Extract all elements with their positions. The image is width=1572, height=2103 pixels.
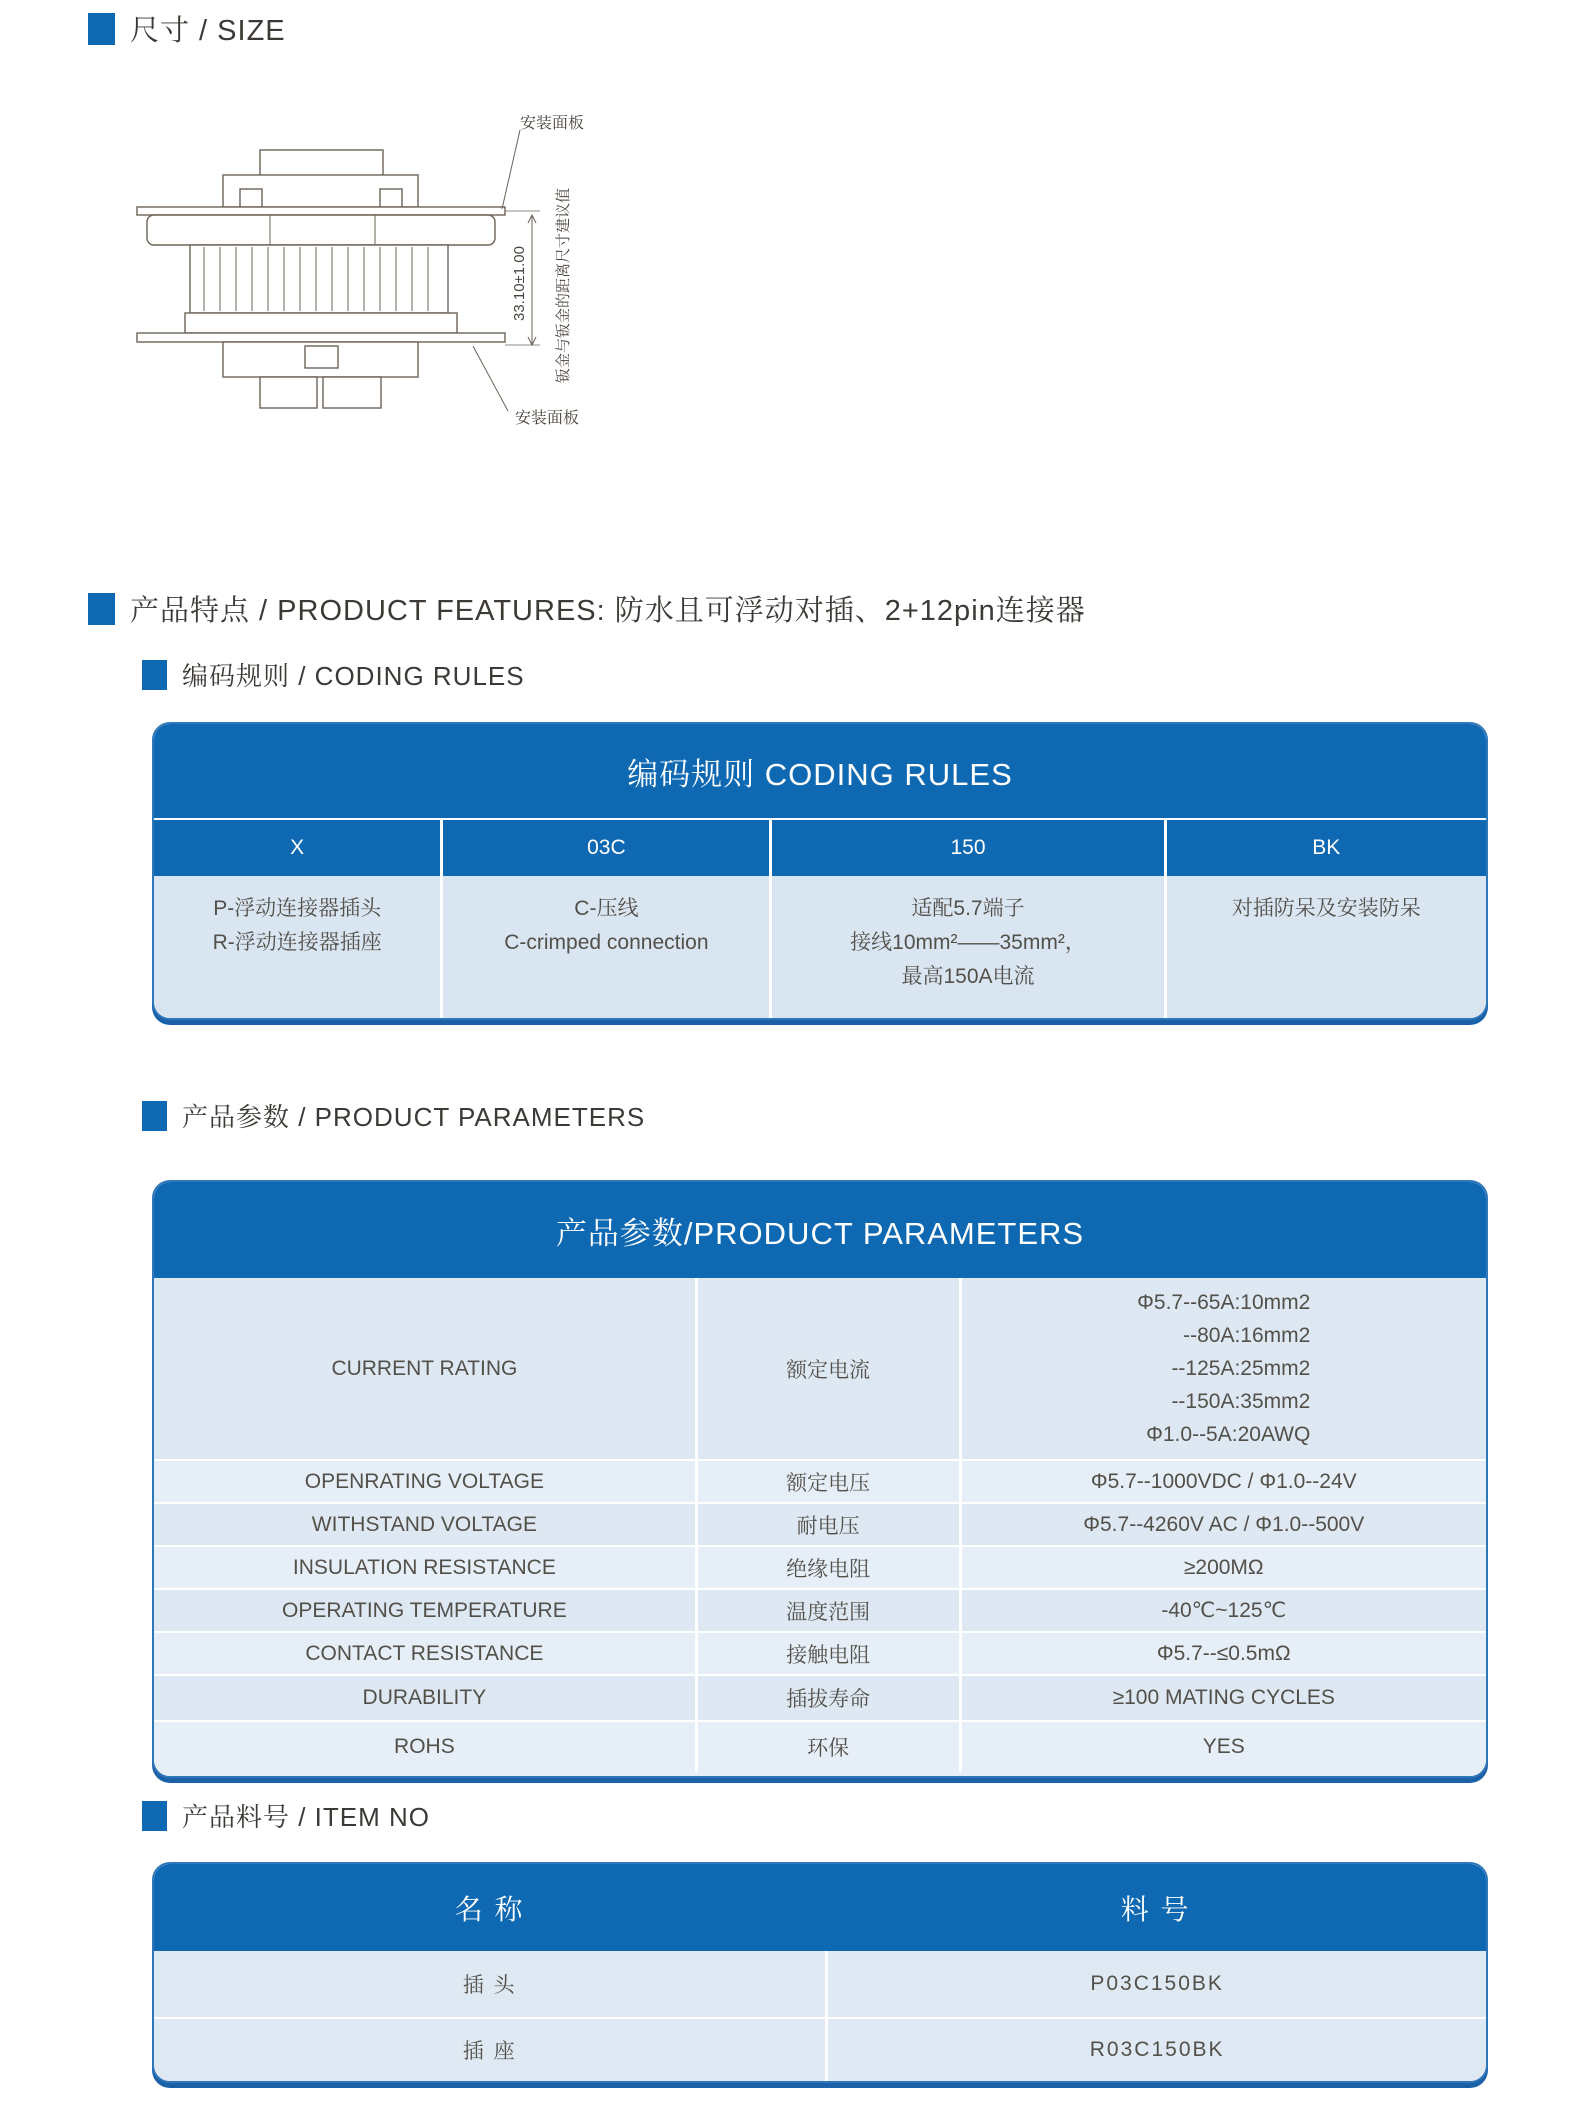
coding-cell-line: C-压线 <box>574 897 639 920</box>
parameter-value <box>959 1278 1486 1459</box>
coding-col-header: BK <box>1164 820 1486 876</box>
section-bullet-icon <box>142 1101 167 1131</box>
parameter-name-en: OPENRATING VOLTAGE <box>304 1469 544 1493</box>
coding-col-header: 03C <box>440 820 769 876</box>
parameter-name-en: ROHS <box>394 1735 455 1758</box>
coding-cell-line: R-浮动连接器插座 <box>212 931 382 954</box>
parameter-row <box>154 1588 1486 1631</box>
parameter-value: Φ5.7--1000VDC / Φ1.0--24V <box>959 1461 1486 1502</box>
section-title-size: 尺寸 / SIZE <box>130 15 286 47</box>
coding-table-header-row <box>154 818 1486 876</box>
coding-cell <box>154 876 440 1018</box>
coding-cell-line: 接线10mm²——35mm²， <box>850 931 1086 954</box>
coding-cell-line: 对插防呆及安装防呆 <box>1231 897 1421 920</box>
coding-cell-line: 最高150A电流 <box>901 965 1035 988</box>
item-name: 插 头 <box>462 1974 517 1997</box>
coding-col-header: 150 <box>769 820 1163 876</box>
parameter-value: -40℃~125℃ <box>959 1590 1486 1631</box>
parameter-name-en: CURRENT RATING <box>331 1356 518 1380</box>
section-heading-item-no <box>142 1797 430 1834</box>
parameter-name-zh: 额定电流 <box>695 1278 959 1459</box>
drawing-label-top-panel: 安装面板 <box>520 115 585 132</box>
drawing-dimension: 33.10±1.00 <box>511 246 528 321</box>
section-heading-parameters <box>142 1097 645 1134</box>
item-part-no: R03C150BK <box>825 2019 1486 2081</box>
parameter-name-zh: 温度范围 <box>695 1590 959 1631</box>
coding-col-header: X <box>290 836 305 859</box>
coding-cell-line: P-浮动连接器插头 <box>213 897 382 920</box>
parameter-name-en: DURABILITY <box>362 1686 487 1709</box>
item-col-header-part-no: 料 号 <box>1120 1893 1191 1925</box>
section-heading-coding <box>142 656 525 693</box>
coding-cell <box>1164 876 1486 1018</box>
section-bullet-icon <box>142 1801 167 1831</box>
parameter-row <box>154 1459 1486 1502</box>
parameter-name-zh: 插拔寿命 <box>695 1676 959 1720</box>
coding-table-title: 编码规则 CODING RULES <box>154 724 1486 818</box>
section-bullet-icon <box>88 593 115 625</box>
coding-cell <box>769 876 1163 1018</box>
parameter-name-zh: 接触电阻 <box>695 1633 959 1674</box>
section-title-parameters: 产品参数 / PRODUCT PARAMETERS <box>182 1102 646 1132</box>
parameter-value: Φ5.7--≤0.5mΩ <box>959 1633 1486 1674</box>
drawing-label-bottom-panel: 安装面板 <box>515 410 580 427</box>
parameter-row <box>154 1545 1486 1588</box>
parameter-value: Φ5.7--4260V AC / Φ1.0--500V <box>959 1504 1486 1545</box>
item-col-header-name: 名 称 <box>454 1893 525 1925</box>
parameter-value-line: Φ5.7--65A:10mm2 <box>1137 1291 1311 1314</box>
item-table-header-row <box>154 1864 1486 1951</box>
parameter-name-zh: 耐电压 <box>695 1504 959 1545</box>
product-parameters-table <box>152 1180 1488 1778</box>
drawing-note: 钣金与钣金的距离尺寸建议值 <box>555 187 572 383</box>
parameters-table-title: 产品参数/PRODUCT PARAMETERS <box>154 1182 1486 1278</box>
parameter-row <box>154 1720 1486 1776</box>
parameter-value: ≥200MΩ <box>959 1547 1486 1588</box>
parameter-name-en: INSULATION RESISTANCE <box>292 1555 556 1579</box>
connector-technical-drawing <box>100 115 600 435</box>
section-title-coding: 编码规则 / CODING RULES <box>182 661 525 691</box>
coding-cell-line: 适配5.7端子 <box>911 897 1025 920</box>
parameter-row <box>154 1502 1486 1545</box>
parameter-value-line: Φ1.0--5A:20AWQ <box>1146 1423 1311 1446</box>
coding-cell-line: C-crimped connection <box>504 931 709 954</box>
section-bullet-icon <box>142 660 167 690</box>
item-row <box>154 1951 1486 2017</box>
section-bullet-icon <box>88 13 115 45</box>
parameter-value: ≥100 MATING CYCLES <box>959 1676 1486 1720</box>
item-no-table <box>152 1862 1488 2083</box>
parameter-name-zh: 环保 <box>695 1722 959 1772</box>
parameter-value-line: --150A:35mm2 <box>1171 1390 1311 1413</box>
parameter-value: YES <box>959 1722 1486 1772</box>
parameter-name-en: CONTACT RESISTANCE <box>305 1641 544 1665</box>
section-title-features: 产品特点 / PRODUCT FEATURES: 防水且可浮动对插、2+12pin连接器 <box>130 595 1086 627</box>
section-title-item-no: 产品料号 / ITEM NO <box>182 1802 431 1832</box>
section-heading-size <box>88 8 286 49</box>
item-part-no: P03C150BK <box>825 1951 1486 2017</box>
parameter-value-line: --125A:25mm2 <box>1171 1357 1311 1380</box>
parameter-name-en: WITHSTAND VOLTAGE <box>311 1512 537 1536</box>
parameter-name-zh: 额定电压 <box>695 1461 959 1502</box>
parameter-row <box>154 1674 1486 1720</box>
section-heading-features <box>88 588 1086 629</box>
item-row <box>154 2017 1486 2081</box>
coding-cell <box>440 876 769 1018</box>
parameter-name-zh: 绝缘电阻 <box>695 1547 959 1588</box>
item-name: 插 座 <box>462 2040 517 2063</box>
parameter-value-line: --80A:16mm2 <box>1183 1324 1311 1347</box>
coding-table-body-row <box>154 876 1486 1018</box>
parameter-row <box>154 1631 1486 1674</box>
coding-rules-table <box>152 722 1488 1020</box>
parameter-row <box>154 1278 1486 1459</box>
parameter-name-en: OPERATING TEMPERATURE <box>282 1598 567 1622</box>
